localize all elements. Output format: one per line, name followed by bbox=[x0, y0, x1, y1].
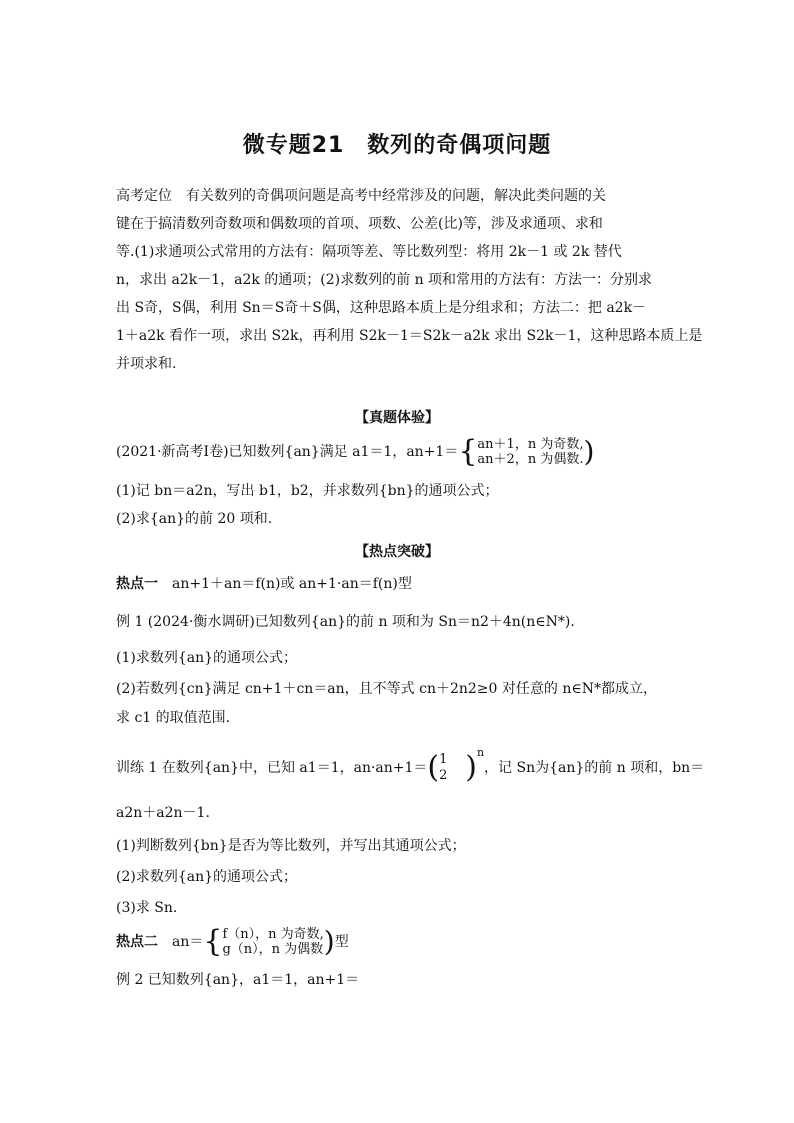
case-odd: f（n），n 为奇数, bbox=[222, 927, 324, 942]
fraction-denominator: 2 bbox=[439, 768, 448, 783]
left-paren-icon: ( bbox=[427, 750, 440, 785]
fraction-numerator: 1 bbox=[439, 752, 448, 767]
training-1-tail: ，记 Sn为{an}的前 n 项和，bn＝ bbox=[484, 760, 705, 776]
piecewise-cases bbox=[222, 927, 323, 957]
example-2-lead: 例 2 已知数列{an}，a1＝1，an+1＝ bbox=[116, 972, 360, 988]
hot-point-2-lead: an＝ bbox=[172, 934, 204, 950]
section-heading-hot-topics: 【热点突破】 bbox=[355, 544, 439, 560]
left-brace-icon: { bbox=[203, 924, 223, 959]
left-brace-icon: { bbox=[458, 434, 478, 469]
intro-line-7: 并项求和. bbox=[116, 356, 177, 372]
intro-line-4: n，求出 a2k－1，a2k 的通项；(2)求数列的前 n 项和常用的方法有：方法一：分别求 bbox=[116, 272, 653, 288]
training-1-part-1: (1)判断数列{bn}是否为等比数列，并写出其通项公式； bbox=[116, 838, 466, 854]
hot-point-2 bbox=[116, 924, 349, 959]
right-paren-icon: ) bbox=[583, 435, 595, 468]
fraction bbox=[439, 752, 447, 784]
training-1-part-2: (2)求数列{an}的通项公式； bbox=[116, 869, 298, 885]
training-1-lead: 训练 1 在数列{an}中，已知 a1＝1，an·an+1＝ bbox=[116, 760, 428, 776]
example-1-part-3: 求 c1 的取值范围. bbox=[116, 710, 231, 726]
hot-point-1 bbox=[116, 574, 412, 594]
intro-line-5: 出 S奇，S偶，利用 Sn＝S奇＋S偶，这种思路本质上是分组求和；方法二：把 a2k－ bbox=[116, 300, 647, 316]
hot-point-1-label: 热点一 bbox=[116, 576, 158, 592]
training-1-part-3: (3)求 Sn. bbox=[116, 900, 178, 916]
exponent: n bbox=[476, 746, 485, 760]
hot-point-1-formula: an+1＋an＝f(n)或 an+1·an＝f(n)型 bbox=[172, 576, 412, 592]
intro-line-2: 键在于搞清数列奇数项和偶数项的首项、项数、公差(比)等，涉及求通项、求和 bbox=[116, 216, 603, 232]
case-odd: an＋1，n 为奇数, bbox=[477, 437, 584, 452]
case-even: an＋2，n 为偶数. bbox=[477, 452, 584, 467]
example-1-part-1: (1)求数列{an}的通项公式； bbox=[116, 650, 298, 666]
piecewise-cases bbox=[477, 437, 583, 467]
right-paren-icon: ) bbox=[323, 925, 335, 958]
intro-line-3: 等.(1)求通项公式常用的方法有：隔项等差、等比数列型：将用 2k－1 或 2k 替代 bbox=[116, 244, 622, 260]
intro-line-1: 高考定位 有关数列的奇偶项问题是高考中经常涉及的问题，解决此类问题的关 bbox=[116, 188, 606, 204]
exam-part-1: (1)记 bn＝a2n，写出 b1，b2，并求数列{bn}的通项公式； bbox=[116, 483, 499, 499]
training-1-line bbox=[116, 746, 705, 785]
exam-question-lead: (2021·新高考Ⅰ卷)已知数列{an}满足 a1＝1，an+1＝ bbox=[116, 444, 459, 460]
training-1-continuation: a2n＋a2n－1. bbox=[116, 805, 210, 821]
hot-point-2-label: 热点二 bbox=[116, 934, 158, 950]
exam-question-line bbox=[116, 434, 595, 469]
intro-line-6: 1＋a2k 看作一项，求出 S2k，再利用 S2k－1＝S2k－a2k 求出 S2k－1，这种思路本质上是 bbox=[116, 328, 703, 344]
exam-part-2: (2)求{an}的前 20 项和. bbox=[116, 511, 273, 527]
example-1-part-2: (2)若数列{cn}满足 cn+1＋cn＝an，且不等式 cn＋2n2≥0 对任意的 n∈N*都成立， bbox=[116, 681, 657, 697]
right-paren-icon: ) bbox=[465, 750, 477, 785]
page-title: 微专题21 数列的奇偶项问题 bbox=[242, 133, 552, 158]
hot-point-2-tail: 型 bbox=[334, 934, 349, 950]
example-1-lead: 例 1 (2024·衡水调研)已知数列{an}的前 n 项和为 Sn＝n2＋4n(n∈N*). bbox=[116, 614, 575, 630]
case-even: g（n），n 为偶数 bbox=[222, 942, 324, 957]
section-heading-real-exam: 【真题体验】 bbox=[355, 410, 439, 426]
